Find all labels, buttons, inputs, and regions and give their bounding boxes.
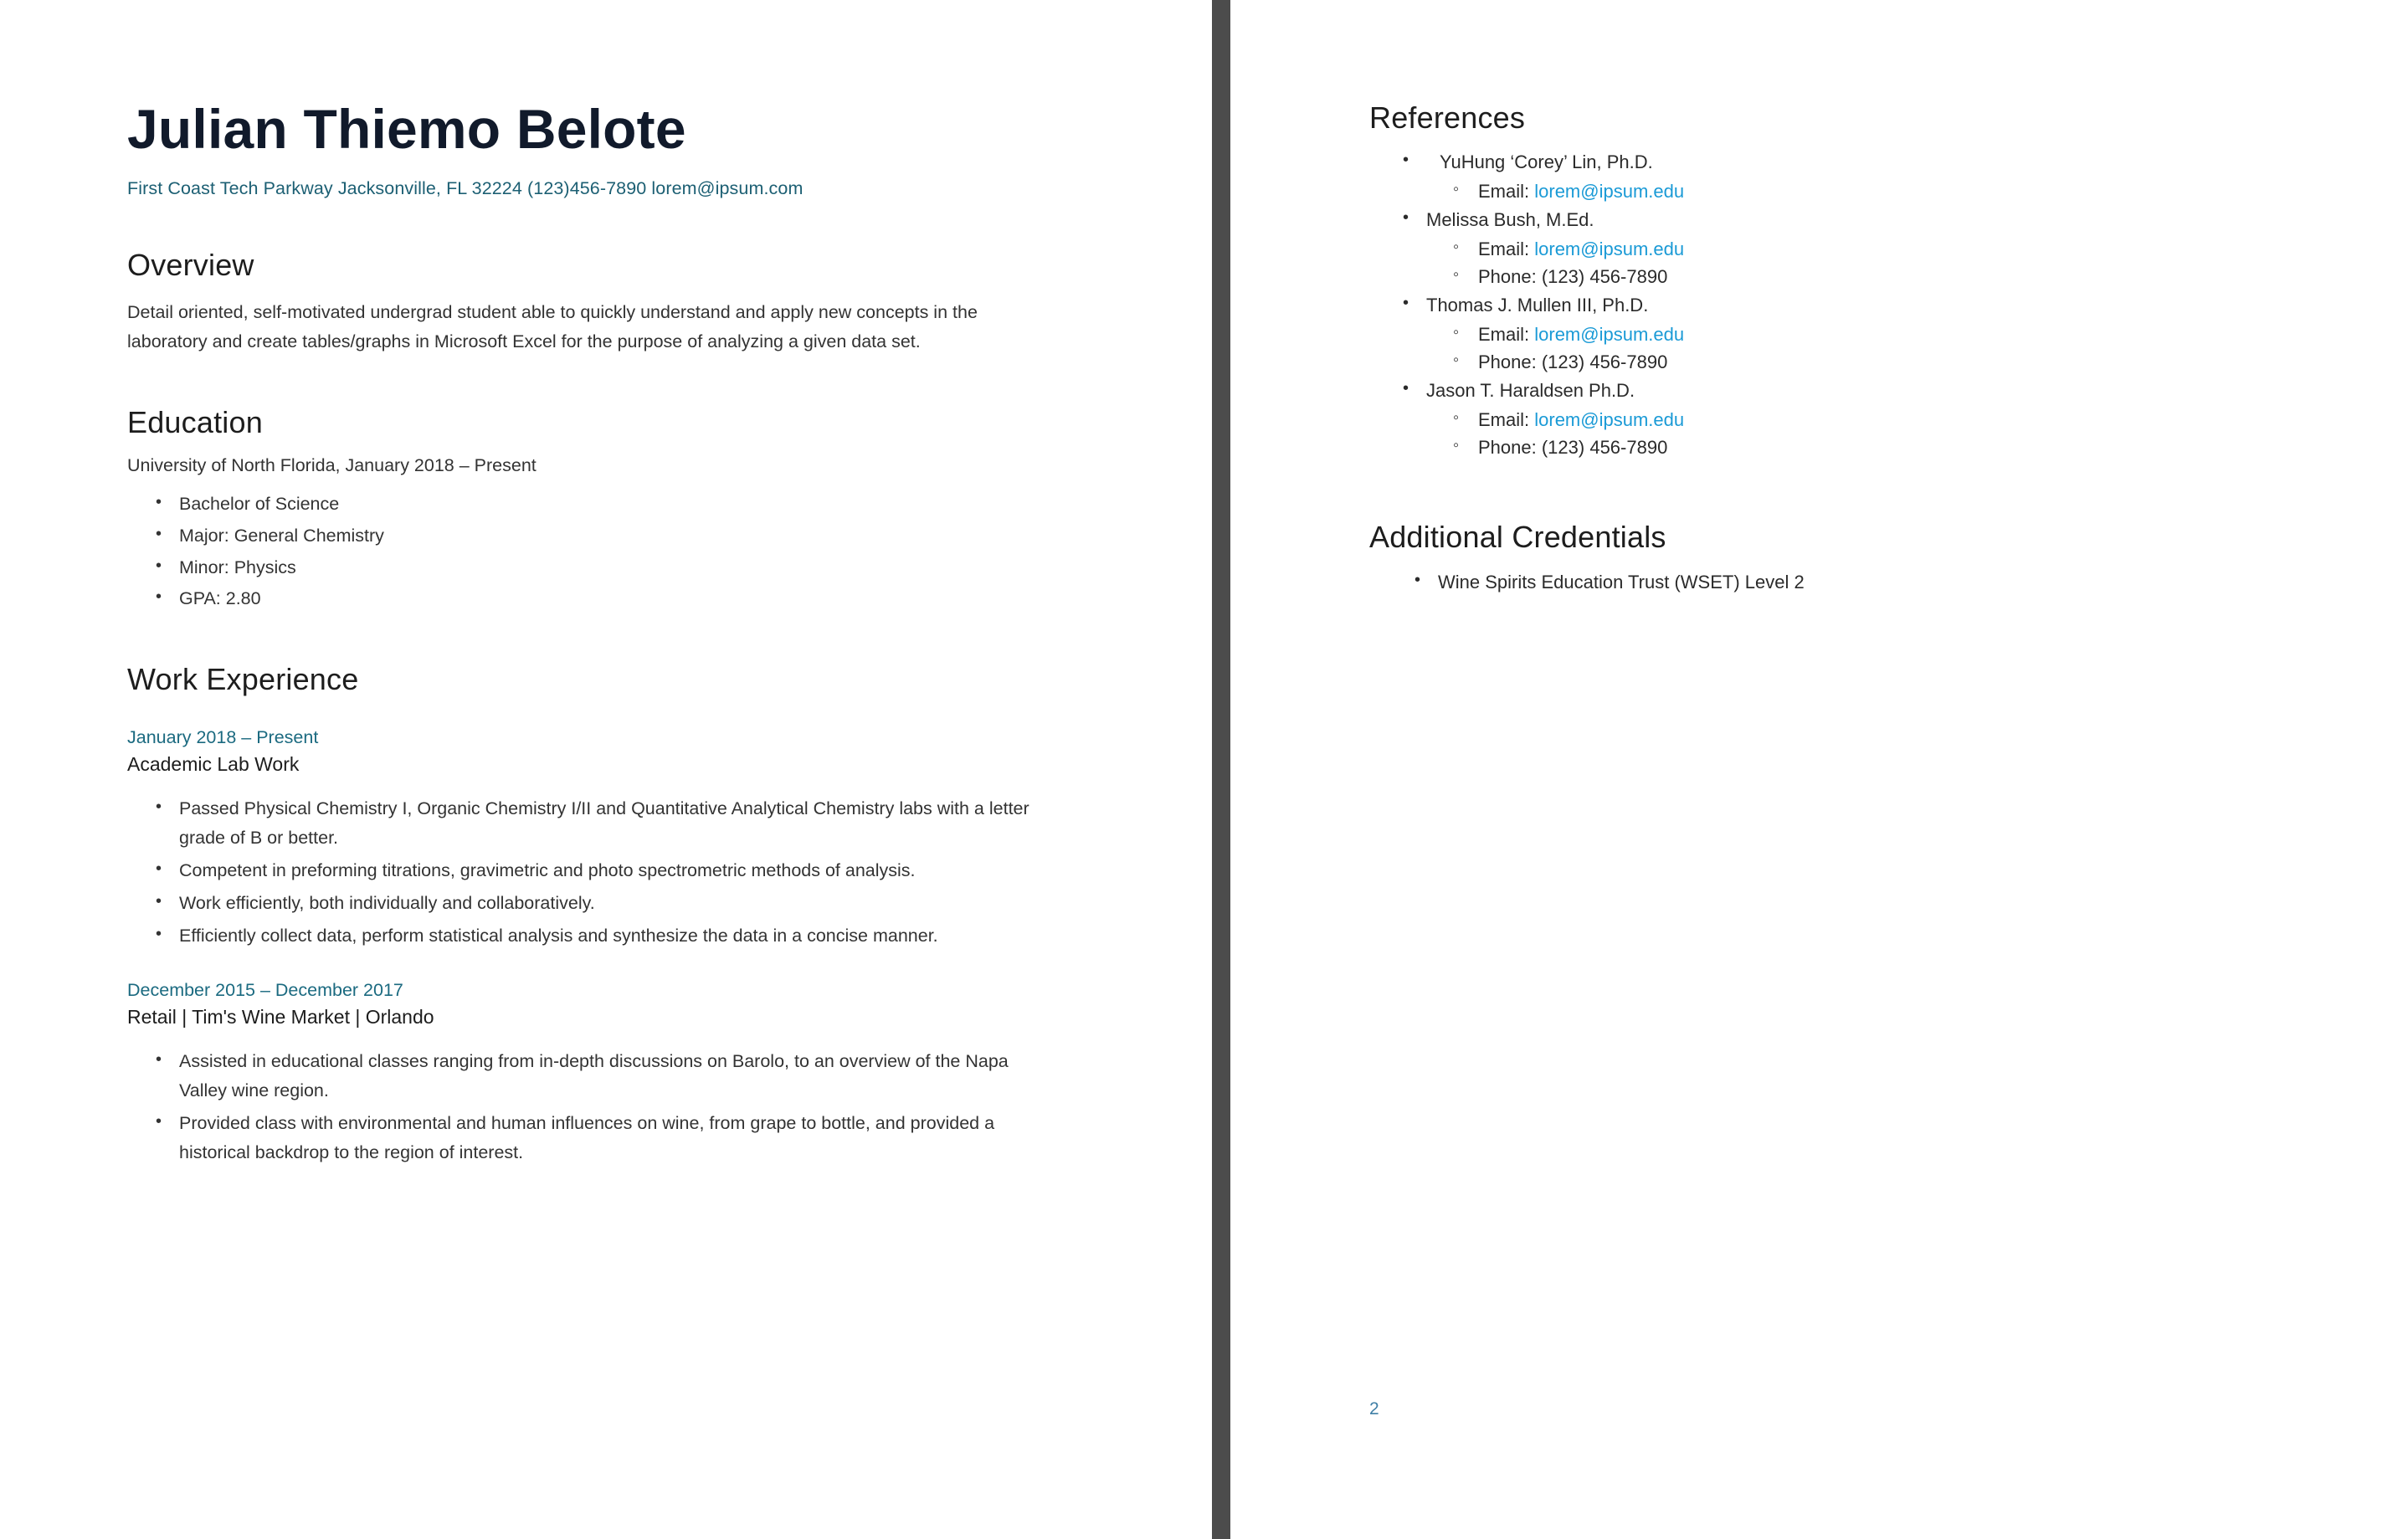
email-label: Email: [1478, 408, 1530, 430]
overview-text: Detail oriented, self-motivated undergrad student able to quickly understand and apply new concepts in the laboratory and create tables/graphs in Microsoft Excel for the purpose of analyzing a given data set. [127, 302, 978, 352]
job-dates: December 2015 – December 2017 [127, 980, 403, 1001]
phone-label: Phone: [1478, 265, 1537, 287]
credentials-list [1369, 568, 2282, 596]
reference-phone-row [1478, 433, 2282, 461]
list-item: • Competent in preforming titrations, gravimetric and photo spectrometric methods of analysis. [179, 856, 1033, 885]
education-school-line: University of North Florida, January 2018 – Present [127, 454, 537, 475]
reference-details [1426, 177, 2282, 205]
phone-value: (123) 456-7890 [1541, 351, 1668, 372]
job-bullets [127, 794, 1086, 950]
list-item: • Provided class with environmental and human influences on wine, from grape to bottle, and provided a historical backdrop to the region of interest. [179, 1109, 1033, 1167]
list-item: • Wine Spirits Education Trust (WSET) Level 2 [1438, 568, 2282, 596]
list-item [1426, 292, 2282, 376]
email-link[interactable]: lorem@ipsum.edu [1534, 238, 1685, 259]
list-item [1426, 207, 2282, 290]
list-item: • Passed Physical Chemistry I, Organic Chemistry I/II and Quantitative Analytical Chemistry labs with a letter grade of B or better. [179, 794, 1033, 853]
job-title: Retail | Tim's Wine Market | Orlando [127, 1006, 434, 1029]
section-heading-work-experience: Work Experience [127, 662, 359, 697]
reference-name: Thomas J. Mullen III, Ph.D. [1426, 294, 1649, 315]
email-label: Email: [1478, 180, 1530, 202]
reference-email-row [1478, 177, 2282, 205]
reference-name: Jason T. Haraldsen Ph.D. [1426, 379, 1635, 401]
phone-value: (123) 456-7890 [1541, 265, 1668, 287]
page-gutter [1212, 0, 1230, 1539]
list-item: • Efficiently collect data, perform statistical analysis and synthesize the data in a concise manner. [179, 921, 1033, 951]
section-heading-additional-credentials: Additional Credentials [1369, 519, 1666, 554]
list-item: • Bachelor of Science [179, 490, 1033, 519]
page-title: Julian Thiemo Belote [127, 98, 686, 160]
list-item [1426, 377, 2282, 461]
phone-label: Phone: [1478, 436, 1537, 458]
contact-line: First Coast Tech Parkway Jacksonville, FL 32224 (123)456-7890 lorem@ipsum.com [127, 178, 804, 199]
list-item: • GPA: 2.80 [179, 584, 1033, 613]
reference-email-row [1478, 321, 2282, 348]
education-bullets [127, 490, 1086, 613]
list-item: • Work efficiently, both individually and collaboratively. [179, 889, 1033, 918]
reference-phone-row [1478, 348, 2282, 376]
job-dates: January 2018 – Present [127, 727, 319, 748]
list-item: • Major: General Chemistry [179, 521, 1033, 551]
list-item: • Assisted in educational classes ranging from in-depth discussions on Barolo, to an overview of the Napa Valley wine region. [179, 1047, 1033, 1106]
reference-name: YuHung ‘Corey’ Lin, Ph.D. [1440, 151, 1653, 172]
email-link[interactable]: lorem@ipsum.edu [1534, 323, 1685, 345]
reference-details [1426, 406, 2282, 461]
email-label: Email: [1478, 323, 1530, 345]
references-list [1369, 149, 2282, 461]
email-label: Email: [1478, 238, 1530, 259]
job-bullets [127, 1047, 1086, 1167]
reference-email-row [1478, 235, 2282, 263]
section-heading-references: References [1369, 100, 1526, 135]
resume-page-two [1230, 0, 2408, 1539]
phone-value: (123) 456-7890 [1541, 436, 1668, 458]
job-title: Academic Lab Work [127, 753, 300, 776]
email-link[interactable]: lorem@ipsum.edu [1534, 180, 1685, 202]
reference-details [1426, 321, 2282, 376]
reference-details [1426, 235, 2282, 290]
email-link[interactable]: lorem@ipsum.edu [1534, 408, 1685, 430]
phone-label: Phone: [1478, 351, 1537, 372]
reference-phone-row [1478, 263, 2282, 290]
reference-name: Melissa Bush, M.Ed. [1426, 208, 1594, 230]
section-heading-education: Education [127, 404, 263, 439]
list-item: • Minor: Physics [179, 553, 1033, 582]
reference-email-row [1478, 406, 2282, 433]
page-number: 2 [1369, 1399, 1379, 1418]
section-heading-overview: Overview [127, 248, 254, 283]
list-item [1426, 149, 2282, 205]
